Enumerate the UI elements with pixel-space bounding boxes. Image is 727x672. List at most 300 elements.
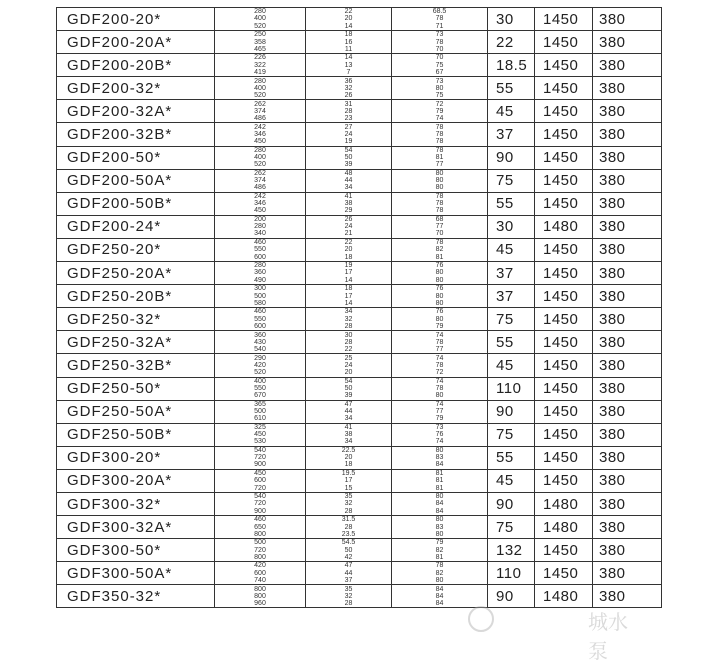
- power-cell: 75: [488, 169, 535, 192]
- flow-value: 800: [254, 553, 266, 561]
- power-cell: 90: [488, 146, 535, 169]
- flow-value: 400: [254, 154, 266, 161]
- speed-cell: 1450: [535, 285, 593, 308]
- eff-value: 77: [435, 161, 444, 169]
- eff-value: 78: [435, 239, 444, 247]
- eff-cell: [392, 215, 488, 238]
- flow-cell: [215, 146, 306, 169]
- speed-cell: 1450: [535, 8, 593, 31]
- eff-value: 79: [435, 415, 444, 423]
- eff-value: 78: [435, 15, 444, 23]
- eff-value: 78: [435, 338, 444, 346]
- power-cell: 45: [488, 238, 535, 261]
- speed-cell: 1450: [535, 100, 593, 123]
- table-row: [57, 169, 662, 192]
- head-value: 22.5: [341, 447, 356, 455]
- eff-value: 78: [435, 384, 444, 392]
- eff-value: 68.5: [432, 8, 447, 16]
- voltage-cell: 380: [593, 539, 662, 562]
- head-value: 26: [344, 216, 353, 224]
- model-cell: GDF300-20*: [57, 446, 215, 469]
- watermark-logo-icon: [468, 606, 494, 632]
- eff-cell: [392, 354, 488, 377]
- eff-cell: [392, 77, 488, 100]
- eff-value: 82: [435, 546, 444, 554]
- table-row: [57, 8, 662, 31]
- eff-value: 83: [435, 454, 444, 462]
- flow-value: 374: [254, 107, 266, 115]
- eff-value: 71: [435, 22, 444, 30]
- eff-value: 80: [435, 530, 444, 538]
- speed-cell: 1450: [535, 54, 593, 77]
- voltage-cell: 380: [593, 169, 662, 192]
- eff-value: 74: [435, 115, 444, 123]
- head-value: 38: [344, 200, 353, 208]
- flow-value: 486: [254, 115, 266, 123]
- flow-value: 740: [254, 576, 266, 584]
- speed-cell: 1480: [535, 585, 593, 608]
- eff-value: 81: [435, 253, 444, 261]
- head-value: 18: [344, 285, 353, 293]
- head-cell: [306, 492, 392, 515]
- head-value: 24: [344, 223, 353, 231]
- head-value: 27: [344, 123, 353, 131]
- voltage-cell: 380: [593, 377, 662, 400]
- eff-value: 73: [435, 77, 444, 85]
- power-cell: 110: [488, 377, 535, 400]
- eff-value: 84: [435, 599, 444, 607]
- eff-value: 78: [435, 192, 444, 200]
- model-cell: GDF250-32*: [57, 308, 215, 331]
- head-value: 28: [344, 599, 353, 607]
- head-cell: [306, 539, 392, 562]
- flow-value: 500: [254, 539, 266, 547]
- speed-cell: 1450: [535, 31, 593, 54]
- table-row: [57, 31, 662, 54]
- flow-value: 530: [254, 438, 266, 446]
- flow-value: 720: [254, 500, 266, 508]
- flow-value: 400: [254, 15, 266, 23]
- flow-value: 900: [254, 507, 266, 515]
- eff-value: 78: [435, 123, 444, 131]
- eff-cell: [392, 539, 488, 562]
- eff-value: 80: [435, 177, 444, 185]
- flow-cell: [215, 539, 306, 562]
- model-cell: GDF300-32A*: [57, 516, 215, 539]
- speed-cell: 1450: [535, 354, 593, 377]
- head-value: 20: [344, 246, 353, 254]
- head-value: 28: [344, 338, 353, 346]
- speed-cell: 1450: [535, 169, 593, 192]
- speed-cell: 1480: [535, 215, 593, 238]
- model-cell: GDF250-50B*: [57, 423, 215, 446]
- flow-value: 800: [254, 585, 266, 593]
- head-cell: [306, 585, 392, 608]
- speed-cell: 1450: [535, 331, 593, 354]
- head-value: 14: [344, 54, 353, 62]
- table-row: [57, 585, 662, 608]
- head-value: 28: [344, 322, 353, 330]
- eff-value: 75: [435, 91, 444, 99]
- flow-value: 550: [254, 384, 266, 392]
- model-cell: GDF350-32*: [57, 585, 215, 608]
- power-cell: 55: [488, 77, 535, 100]
- table-row: [57, 262, 662, 285]
- eff-value: 81: [435, 477, 444, 485]
- flow-value: 520: [254, 22, 266, 30]
- speed-cell: 1450: [535, 308, 593, 331]
- head-value: 25: [344, 354, 353, 362]
- model-cell: GDF200-20A*: [57, 31, 215, 54]
- flow-value: 420: [254, 361, 266, 369]
- eff-value: 77: [435, 345, 444, 353]
- speed-cell: 1450: [535, 238, 593, 261]
- head-value: 20: [344, 15, 353, 23]
- model-cell: GDF200-24*: [57, 215, 215, 238]
- head-value: 41: [344, 423, 353, 431]
- head-value: 24: [344, 361, 353, 369]
- eff-value: 78: [435, 138, 444, 146]
- model-cell: GDF200-32B*: [57, 123, 215, 146]
- speed-cell: 1450: [535, 469, 593, 492]
- head-value: 21: [344, 230, 353, 238]
- head-value: 47: [344, 400, 353, 408]
- eff-value: 81: [435, 553, 444, 561]
- head-value: 34: [344, 438, 353, 446]
- speed-cell: 1450: [535, 123, 593, 146]
- eff-value: 80: [435, 184, 444, 192]
- head-value: 19: [344, 262, 353, 270]
- head-cell: [306, 169, 392, 192]
- head-value: 54: [344, 377, 353, 385]
- eff-value: 84: [435, 592, 444, 600]
- eff-cell: [392, 377, 488, 400]
- eff-cell: [392, 585, 488, 608]
- model-cell: GDF200-32A*: [57, 100, 215, 123]
- head-cell: [306, 562, 392, 585]
- head-value: 28: [344, 523, 353, 531]
- eff-value: 78: [435, 38, 444, 46]
- flow-value: 580: [254, 299, 266, 307]
- flow-cell: [215, 285, 306, 308]
- flow-value: 262: [254, 169, 266, 177]
- eff-value: 80: [435, 299, 444, 307]
- head-cell: [306, 331, 392, 354]
- table-row: [57, 446, 662, 469]
- head-value: 34: [344, 415, 353, 423]
- head-value: 7: [346, 68, 351, 76]
- eff-value: 70: [435, 54, 444, 62]
- head-cell: [306, 31, 392, 54]
- model-cell: GDF200-20B*: [57, 54, 215, 77]
- speed-cell: 1450: [535, 562, 593, 585]
- flow-value: 520: [254, 91, 266, 99]
- head-value: 36: [344, 77, 353, 85]
- model-cell: GDF250-32B*: [57, 354, 215, 377]
- flow-value: 280: [254, 146, 266, 154]
- eff-cell: [392, 192, 488, 215]
- flow-value: 430: [254, 338, 266, 346]
- head-value: 32: [344, 500, 353, 508]
- head-value: 32: [344, 592, 353, 600]
- eff-value: 82: [435, 569, 444, 577]
- head-cell: [306, 516, 392, 539]
- eff-value: 80: [435, 169, 444, 177]
- head-cell: [306, 469, 392, 492]
- eff-cell: [392, 31, 488, 54]
- voltage-cell: 380: [593, 238, 662, 261]
- flow-value: 358: [254, 38, 266, 46]
- flow-value: 322: [254, 61, 266, 69]
- voltage-cell: 380: [593, 285, 662, 308]
- eff-cell: [392, 123, 488, 146]
- eff-cell: [392, 423, 488, 446]
- flow-value: 720: [254, 484, 266, 492]
- flow-cell: [215, 516, 306, 539]
- power-cell: 55: [488, 192, 535, 215]
- model-cell: GDF250-20A*: [57, 262, 215, 285]
- flow-cell: [215, 354, 306, 377]
- flow-value: 600: [254, 477, 266, 485]
- head-value: 39: [344, 392, 353, 400]
- flow-value: 400: [254, 84, 266, 92]
- flow-value: 670: [254, 392, 266, 400]
- power-cell: 18.5: [488, 54, 535, 77]
- head-value: 18: [344, 31, 353, 39]
- head-value: 39: [344, 161, 353, 169]
- eff-value: 80: [435, 269, 444, 277]
- flow-value: 365: [254, 400, 266, 408]
- model-cell: GDF250-20B*: [57, 285, 215, 308]
- flow-cell: [215, 54, 306, 77]
- head-value: 31.5: [341, 516, 356, 524]
- flow-cell: [215, 8, 306, 31]
- head-value: 19: [344, 138, 353, 146]
- power-cell: 45: [488, 469, 535, 492]
- head-value: 44: [344, 408, 353, 416]
- head-cell: [306, 423, 392, 446]
- eff-value: 84: [435, 585, 444, 593]
- head-value: 22: [344, 345, 353, 353]
- flow-cell: [215, 192, 306, 215]
- eff-value: 80: [435, 315, 444, 323]
- model-cell: GDF200-20*: [57, 8, 215, 31]
- power-cell: 55: [488, 446, 535, 469]
- head-value: 14: [344, 299, 353, 307]
- table-row: [57, 423, 662, 446]
- flow-value: 325: [254, 423, 266, 431]
- flow-cell: [215, 262, 306, 285]
- head-cell: [306, 262, 392, 285]
- flow-value: 374: [254, 177, 266, 185]
- head-value: 19.5: [341, 470, 356, 478]
- head-value: 22: [344, 239, 353, 247]
- eff-value: 78: [435, 130, 444, 138]
- eff-value: 73: [435, 423, 444, 431]
- flow-value: 520: [254, 369, 266, 377]
- head-value: 17: [344, 477, 353, 485]
- power-cell: 37: [488, 262, 535, 285]
- flow-value: 486: [254, 184, 266, 192]
- eff-value: 84: [435, 507, 444, 515]
- flow-value: 450: [254, 207, 266, 215]
- eff-value: 78: [435, 207, 444, 215]
- table-row: [57, 77, 662, 100]
- head-value: 28: [344, 507, 353, 515]
- eff-value: 78: [435, 200, 444, 208]
- flow-value: 360: [254, 331, 266, 339]
- head-value: 50: [344, 546, 353, 554]
- head-value: 17: [344, 292, 353, 300]
- table-row: [57, 516, 662, 539]
- voltage-cell: 380: [593, 492, 662, 515]
- head-value: 47: [344, 562, 353, 570]
- head-value: 44: [344, 177, 353, 185]
- eff-cell: [392, 238, 488, 261]
- flow-value: 500: [254, 292, 266, 300]
- flow-value: 346: [254, 200, 266, 208]
- flow-value: 250: [254, 31, 266, 39]
- flow-cell: [215, 446, 306, 469]
- power-cell: 45: [488, 354, 535, 377]
- eff-cell: [392, 8, 488, 31]
- flow-value: 280: [254, 77, 266, 85]
- flow-value: 450: [254, 138, 266, 146]
- table-row: [57, 308, 662, 331]
- flow-value: 420: [254, 562, 266, 570]
- flow-value: 960: [254, 599, 266, 607]
- table-row: [57, 331, 662, 354]
- eff-value: 74: [435, 400, 444, 408]
- eff-value: 80: [435, 516, 444, 524]
- eff-value: 74: [435, 331, 444, 339]
- flow-value: 540: [254, 345, 266, 353]
- flow-value: 226: [254, 54, 266, 62]
- eff-value: 76: [435, 285, 444, 293]
- flow-value: 900: [254, 461, 266, 469]
- voltage-cell: 380: [593, 123, 662, 146]
- eff-value: 83: [435, 523, 444, 531]
- voltage-cell: 380: [593, 446, 662, 469]
- eff-cell: [392, 285, 488, 308]
- flow-value: 460: [254, 239, 266, 247]
- head-value: 22: [344, 8, 353, 16]
- head-value: 17: [344, 269, 353, 277]
- pump-spec-table: [56, 7, 662, 608]
- head-value: 31: [344, 100, 353, 108]
- head-value: 50: [344, 384, 353, 392]
- voltage-cell: 380: [593, 100, 662, 123]
- flow-value: 550: [254, 246, 266, 254]
- flow-value: 720: [254, 546, 266, 554]
- eff-value: 72: [435, 100, 444, 108]
- head-value: 15: [344, 484, 353, 492]
- flow-value: 650: [254, 523, 266, 531]
- model-cell: GDF250-50A*: [57, 400, 215, 423]
- model-cell: GDF200-50B*: [57, 192, 215, 215]
- flow-value: 500: [254, 408, 266, 416]
- head-value: 11: [344, 45, 353, 53]
- eff-cell: [392, 169, 488, 192]
- table-row: [57, 123, 662, 146]
- table-row: [57, 492, 662, 515]
- eff-cell: [392, 400, 488, 423]
- eff-value: 74: [435, 438, 444, 446]
- head-value: 41: [344, 192, 353, 200]
- flow-value: 800: [254, 530, 266, 538]
- flow-value: 600: [254, 322, 266, 330]
- speed-cell: 1450: [535, 77, 593, 100]
- table-row: [57, 354, 662, 377]
- voltage-cell: 380: [593, 192, 662, 215]
- flow-value: 460: [254, 516, 266, 524]
- head-value: 14: [344, 276, 353, 284]
- eff-cell: [392, 492, 488, 515]
- eff-value: 80: [435, 447, 444, 455]
- table-row: [57, 562, 662, 585]
- head-cell: [306, 100, 392, 123]
- voltage-cell: 380: [593, 8, 662, 31]
- power-cell: 22: [488, 31, 535, 54]
- table-row: [57, 54, 662, 77]
- speed-cell: 1480: [535, 492, 593, 515]
- speed-cell: 1480: [535, 516, 593, 539]
- eff-value: 80: [435, 276, 444, 284]
- table-row: [57, 539, 662, 562]
- table-row: [57, 192, 662, 215]
- eff-value: 75: [435, 61, 444, 69]
- flow-cell: [215, 469, 306, 492]
- flow-value: 262: [254, 100, 266, 108]
- head-value: 42: [344, 553, 353, 561]
- table-row: [57, 400, 662, 423]
- flow-value: 360: [254, 269, 266, 277]
- flow-value: 800: [254, 592, 266, 600]
- head-value: 32: [344, 84, 353, 92]
- power-cell: 75: [488, 516, 535, 539]
- flow-value: 242: [254, 192, 266, 200]
- power-cell: 55: [488, 331, 535, 354]
- head-value: 16: [344, 38, 353, 46]
- model-cell: GDF200-32*: [57, 77, 215, 100]
- flow-cell: [215, 238, 306, 261]
- eff-cell: [392, 331, 488, 354]
- eff-cell: [392, 54, 488, 77]
- flow-value: 280: [254, 8, 266, 16]
- flow-cell: [215, 123, 306, 146]
- head-value: 54.5: [341, 539, 356, 547]
- eff-value: 77: [435, 408, 444, 416]
- eff-value: 74: [435, 354, 444, 362]
- flow-value: 460: [254, 308, 266, 316]
- eff-cell: [392, 308, 488, 331]
- flow-value: 490: [254, 276, 266, 284]
- head-value: 34: [344, 184, 353, 192]
- eff-value: 72: [435, 369, 444, 377]
- head-cell: [306, 446, 392, 469]
- table-row: [57, 100, 662, 123]
- eff-cell: [392, 146, 488, 169]
- power-cell: 75: [488, 308, 535, 331]
- flow-value: 340: [254, 230, 266, 238]
- flow-cell: [215, 423, 306, 446]
- voltage-cell: 380: [593, 354, 662, 377]
- eff-value: 84: [435, 461, 444, 469]
- power-cell: 90: [488, 585, 535, 608]
- flow-value: 242: [254, 123, 266, 131]
- power-cell: 30: [488, 215, 535, 238]
- power-cell: 45: [488, 100, 535, 123]
